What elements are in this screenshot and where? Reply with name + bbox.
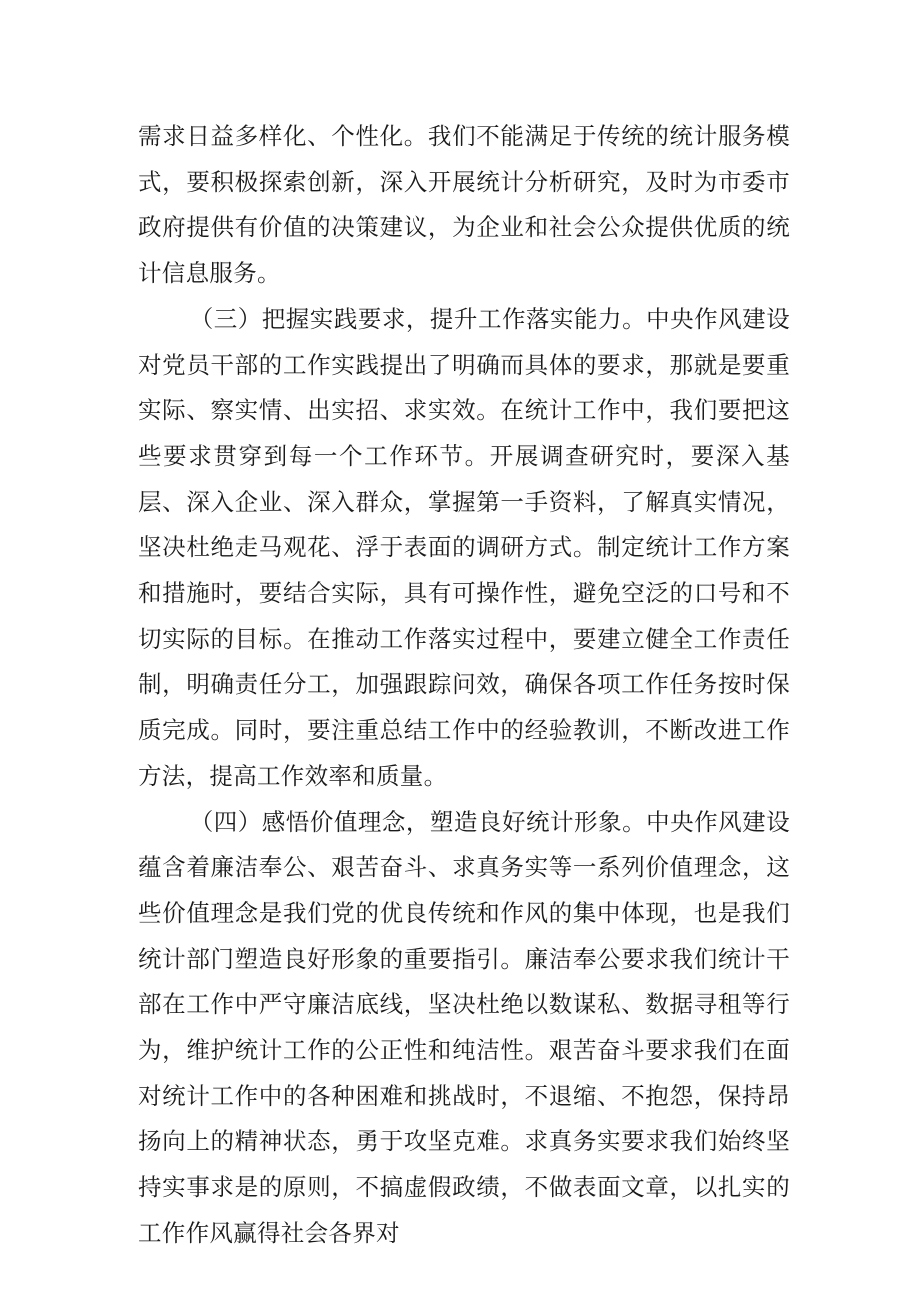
document-body [138, 114, 790, 1257]
paragraph-section-three: （三）把握实践要求，提升工作落实能力。中央作风建设对党员干部的工作实践提出了明确而具体的要求，那就是要重实际、察实情、出实招、求实效。在统计工作中，我们要把这些要求贯穿到每一个工作环节。开展调查研究时，要深入基层、深入企业、深入群众，掌握第一手资料，了解真实情况，坚决杜绝走马观花、浮于表面的调研方式。制定统计工作方案和措施时，要结合实际，具有可操作性，避免空泛的口号和不切实际的目标。在推动工作落实过程中，要建立健全工作责任制，明确责任分工，加强跟踪问效，确保各项工作任务按时保质完成。同时，要注重总结工作中的经验教训，不断改进工作方法，提高工作效率和质量。 [138, 304, 790, 790]
paragraph-section-four: （四）感悟价值理念，塑造良好统计形象。中央作风建设蕴含着廉洁奉公、艰苦奋斗、求真务实等一系列价值理念，这些价值理念是我们党的优良传统和作风的集中体现，也是我们统计部门塑造良好形象的重要指引。廉洁奉公要求我们统计干部在工作中严守廉洁底线，坚决杜绝以数谋私、数据寻租等行为，维护统计工作的公正性和纯洁性。艰苦奋斗要求我们在面对统计工作中的各种困难和挑战时，不退缩、不抱怨，保持昂扬向上的精神状态，勇于攻坚克难。求真务实要求我们始终坚持实事求是的原则，不搞虚假政绩，不做表面文章，以扎实的工作作风赢得社会各界对 [138, 807, 790, 1247]
paragraph-continuation: 需求日益多样化、个性化。我们不能满足于传统的统计服务模式，要积极探索创新，深入开展统计分析研究，及时为市委市政府提供有价值的决策建议，为企业和社会公众提供优质的统计信息服务。 [138, 122, 790, 288]
